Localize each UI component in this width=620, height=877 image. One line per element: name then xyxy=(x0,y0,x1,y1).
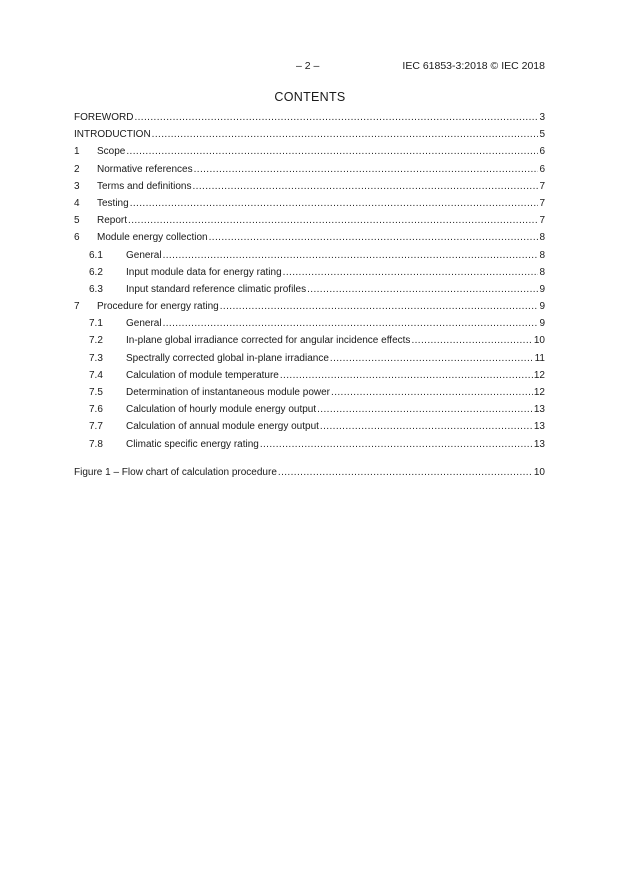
toc-entry-title: In-plane global irradiance corrected for angular incidence effects xyxy=(126,335,411,347)
toc-entry-title: General xyxy=(126,249,162,261)
toc-entry-page: 9 xyxy=(539,301,545,313)
toc-entry-title: Spectrally corrected global in-plane irradiance xyxy=(126,352,329,364)
toc-entry-title: INTRODUCTION xyxy=(74,129,151,141)
figure-entry[interactable] xyxy=(74,467,545,484)
toc-entry-title: Scope xyxy=(97,146,126,158)
toc-entry-number: 2 xyxy=(74,163,80,175)
toc-entry[interactable] xyxy=(74,301,545,318)
toc-dot-leader xyxy=(163,318,539,329)
toc-entry-title: Determination of instantaneous module power xyxy=(126,387,331,398)
toc-dot-leader xyxy=(317,404,533,415)
toc-entry-page: 7 xyxy=(539,215,545,227)
toc-entry[interactable] xyxy=(74,353,545,370)
toc-entry[interactable] xyxy=(74,404,545,421)
toc-entry-title: Testing xyxy=(97,197,129,209)
toc-entry[interactable] xyxy=(74,129,545,146)
toc-dot-leader xyxy=(307,284,538,295)
toc-dot-leader xyxy=(128,215,538,226)
toc-entry-number: 6.1 xyxy=(89,249,103,261)
toc-entry-title: Normative references xyxy=(97,163,193,175)
toc-entry-page: 11 xyxy=(534,352,545,364)
toc-dot-leader xyxy=(411,335,532,346)
toc-entry-title: Input standard reference climatic profiles xyxy=(126,283,307,295)
toc-entry-number: 3 xyxy=(74,180,80,192)
toc-entry[interactable] xyxy=(74,284,545,301)
toc-entry[interactable] xyxy=(74,318,545,335)
toc-dot-leader xyxy=(130,198,539,209)
toc-entry-page: 7 xyxy=(539,197,545,209)
toc-entry[interactable] xyxy=(74,250,545,267)
toc-entry[interactable] xyxy=(74,439,545,456)
toc-dot-leader xyxy=(283,267,539,278)
toc-dot-leader xyxy=(220,301,539,312)
page-number: – 2 – xyxy=(296,60,320,72)
toc-entry-page: 13 xyxy=(533,404,545,416)
toc-entry-number: 6.3 xyxy=(89,283,103,295)
toc-dot-leader xyxy=(260,439,533,450)
toc-dot-leader xyxy=(278,467,533,478)
toc-entry[interactable] xyxy=(74,370,545,387)
toc-entry-page: 10 xyxy=(533,335,545,347)
toc-entry-page: 10 xyxy=(533,466,545,478)
toc-entry-page: 3 xyxy=(539,112,545,123)
toc-entry-title: Input module data for energy rating xyxy=(126,266,282,278)
toc-entry-number: 6.2 xyxy=(89,266,103,278)
table-of-contents xyxy=(74,112,545,484)
toc-entry-title: Climatic specific energy rating xyxy=(126,438,259,450)
toc-entry-page: 13 xyxy=(533,438,545,450)
toc-entry-page: 13 xyxy=(533,421,545,433)
toc-entry-title: Calculation of module temperature xyxy=(126,369,279,381)
toc-entry-page: 6 xyxy=(539,146,545,158)
toc-entry-number: 7.8 xyxy=(89,438,103,450)
toc-dot-leader xyxy=(193,181,539,192)
toc-entry-page: 12 xyxy=(533,387,545,398)
section-spacer xyxy=(74,456,545,467)
toc-entry-page: 6 xyxy=(539,163,545,175)
toc-entry-page: 8 xyxy=(539,266,545,278)
toc-dot-leader xyxy=(280,370,533,381)
toc-entry[interactable] xyxy=(74,164,545,181)
toc-dot-leader xyxy=(330,353,534,364)
toc-entry-number: 7.2 xyxy=(89,335,103,347)
toc-entry-page: 9 xyxy=(539,318,545,330)
toc-entry[interactable] xyxy=(74,146,545,163)
toc-entry-title: Terms and definitions xyxy=(97,180,192,192)
document-reference: IEC 61853-3:2018 © IEC 2018 xyxy=(402,60,545,72)
toc-entry-page: 8 xyxy=(539,232,545,244)
toc-entry-title: Calculation of hourly module energy output xyxy=(126,404,317,416)
toc-entry[interactable] xyxy=(74,112,545,129)
page-header xyxy=(74,60,545,74)
toc-entry-number: 7.3 xyxy=(89,352,103,364)
toc-entry-page: 9 xyxy=(539,283,545,295)
toc-entry-title: Figure 1 – Flow chart of calculation procedure xyxy=(74,466,277,478)
toc-entry-title: Calculation of annual module energy output xyxy=(126,421,319,433)
toc-entry-number: 7.4 xyxy=(89,369,103,381)
toc-entry-number: 4 xyxy=(74,197,80,209)
toc-entry-number: 7.7 xyxy=(89,421,103,433)
toc-entry[interactable] xyxy=(74,198,545,215)
toc-entry-title: FOREWORD xyxy=(74,112,134,123)
toc-entry[interactable] xyxy=(74,267,545,284)
toc-dot-leader xyxy=(134,112,538,123)
toc-entry-page: 7 xyxy=(539,180,545,192)
toc-title: CONTENTS xyxy=(274,90,346,104)
toc-entry-title: General xyxy=(126,318,162,330)
toc-entry-title: Procedure for energy rating xyxy=(97,301,219,313)
toc-entry-page: 5 xyxy=(539,129,545,141)
toc-dot-leader xyxy=(331,387,533,398)
toc-entry-number: 7.5 xyxy=(89,387,103,398)
toc-entry[interactable] xyxy=(74,215,545,232)
toc-entry-title: Report xyxy=(97,215,128,227)
toc-entry-number: 5 xyxy=(74,215,80,227)
toc-dot-leader xyxy=(152,129,539,140)
toc-entry-title: Module energy collection xyxy=(97,232,208,244)
toc-entry-number: 7 xyxy=(74,301,80,313)
toc-entry-page: 12 xyxy=(533,369,545,381)
toc-entry-number: 6 xyxy=(74,232,80,244)
toc-dot-leader xyxy=(194,164,539,175)
toc-entry[interactable] xyxy=(74,421,545,438)
toc-entry-page: 8 xyxy=(539,249,545,261)
toc-dot-leader xyxy=(209,232,539,243)
toc-entry-number: 7.1 xyxy=(89,318,103,330)
toc-entry-number: 1 xyxy=(74,146,80,158)
toc-dot-leader xyxy=(320,421,533,432)
toc-dot-leader xyxy=(163,250,539,261)
toc-entry[interactable] xyxy=(74,387,545,404)
toc-dot-leader xyxy=(126,146,538,157)
toc-entry[interactable] xyxy=(74,335,545,352)
toc-entry-number: 7.6 xyxy=(89,404,103,416)
toc-entry[interactable] xyxy=(74,232,545,249)
toc-entry[interactable] xyxy=(74,181,545,198)
